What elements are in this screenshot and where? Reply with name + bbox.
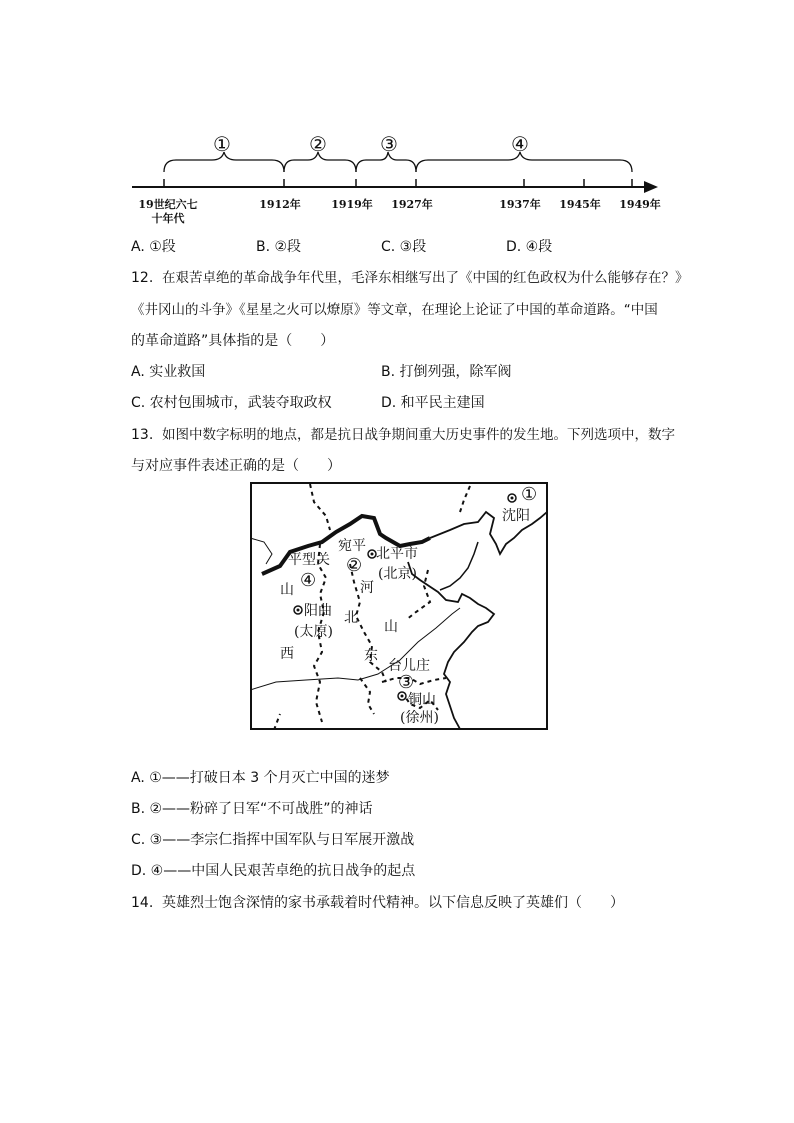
q14-text: 英雄烈士饱含深情的家书承载着时代精神。以下信息反映了英雄们（ ） — [162, 895, 624, 911]
marker-3-label: ③ — [398, 672, 415, 693]
shenyang-label: 沈阳 — [502, 508, 530, 524]
tick-label-1: 1912年 — [259, 198, 301, 211]
tongshan-label: 铜山 — [408, 692, 436, 708]
shan-label-1: 山 — [280, 582, 294, 598]
yangqu-label: 阳曲 — [304, 603, 332, 619]
he-label: 河 — [360, 580, 374, 596]
q11-option-a[interactable]: A. ①段 — [131, 239, 176, 255]
tick-label-5: 1945年 — [559, 198, 601, 211]
q11-option-c[interactable]: C. ③段 — [381, 239, 427, 255]
q12-option-d[interactable]: D. 和平民主建国 — [381, 395, 485, 411]
q13-option-d[interactable]: D. ④——中国人民艰苦卓绝的抗日战争的起点 — [131, 863, 416, 879]
q11-option-b[interactable]: B. ②段 — [256, 239, 302, 255]
q12-option-c[interactable]: C. 农村包围城市，武装夺取政权 — [131, 395, 332, 411]
xuzhou-label: (徐州) — [400, 710, 439, 726]
tick-label-0-line1: 19世纪六七 — [138, 198, 198, 211]
timeline-figure — [0, 0, 794, 240]
q13-option-c[interactable]: C. ③——李宗仁指挥中国军队与日军展开激战 — [131, 832, 415, 848]
marker-1-label: ① — [521, 484, 538, 505]
beijing-label: (北京) — [378, 566, 417, 582]
marker-4-label: ④ — [300, 570, 317, 591]
taierzhuang-label: 台儿庄 — [388, 658, 430, 674]
tick-label-0-line2: 十年代 — [151, 212, 185, 225]
q12-line-3: 的革命道路”具体指的是（ ） — [131, 333, 335, 349]
tick-label-4: 1937年 — [499, 198, 541, 211]
segment-label-1: ① — [213, 132, 231, 156]
tick-label-6: 1949年 — [619, 198, 661, 211]
q14-number: 14. — [131, 895, 154, 911]
segment-label-3: ③ — [380, 132, 398, 156]
taiyuan-label: (太原) — [294, 624, 333, 640]
battle-map — [250, 482, 548, 730]
pingxingguan-label: 平型关 — [288, 552, 330, 568]
marker-2-label: ② — [346, 555, 363, 576]
dong-label: 东 — [364, 648, 378, 664]
q11-option-d[interactable]: D. ④段 — [506, 239, 553, 255]
q13-line-2: 与对应事件表述正确的是（ ） — [131, 458, 341, 474]
q12-line-1: 在艰苦卓绝的革命战争年代里，毛泽东相继写出了《中国的红色政权为什么能够存在？》 — [162, 270, 689, 286]
segment-label-4: ④ — [511, 132, 529, 156]
beiping-label: 北平市 — [376, 546, 418, 562]
q12-line-2: 《井冈山的斗争》《星星之火可以燎原》等文章，在理论上论证了中国的革命道路。“中国 — [131, 302, 658, 318]
q13-number: 13. — [131, 427, 154, 443]
q12-option-a[interactable]: A. 实业救国 — [131, 364, 206, 380]
q12-number: 12. — [131, 270, 154, 286]
timeline-braces — [164, 152, 632, 172]
xi-label: 西 — [280, 646, 294, 662]
segment-label-2: ② — [309, 132, 327, 156]
wanping-label: 宛平 — [338, 538, 366, 554]
tick-label-3: 1927年 — [391, 198, 433, 211]
q12-option-b[interactable]: B. 打倒列强，除军阀 — [381, 364, 512, 380]
timeline-arrow — [644, 181, 658, 193]
q13-option-a[interactable]: A. ①——打破日本 3 个月灭亡中国的迷梦 — [131, 770, 390, 786]
q13-option-b[interactable]: B. ②——粉碎了日军“不可战胜”的神话 — [131, 801, 373, 817]
shan-label-2: 山 — [384, 619, 398, 635]
q13-line-1: 如图中数字标明的地点，都是抗日战争期间重大历史事件的发生地。下列选项中，数字 — [162, 427, 675, 443]
tick-label-2: 1919年 — [331, 198, 373, 211]
bei-label: 北 — [344, 610, 358, 626]
